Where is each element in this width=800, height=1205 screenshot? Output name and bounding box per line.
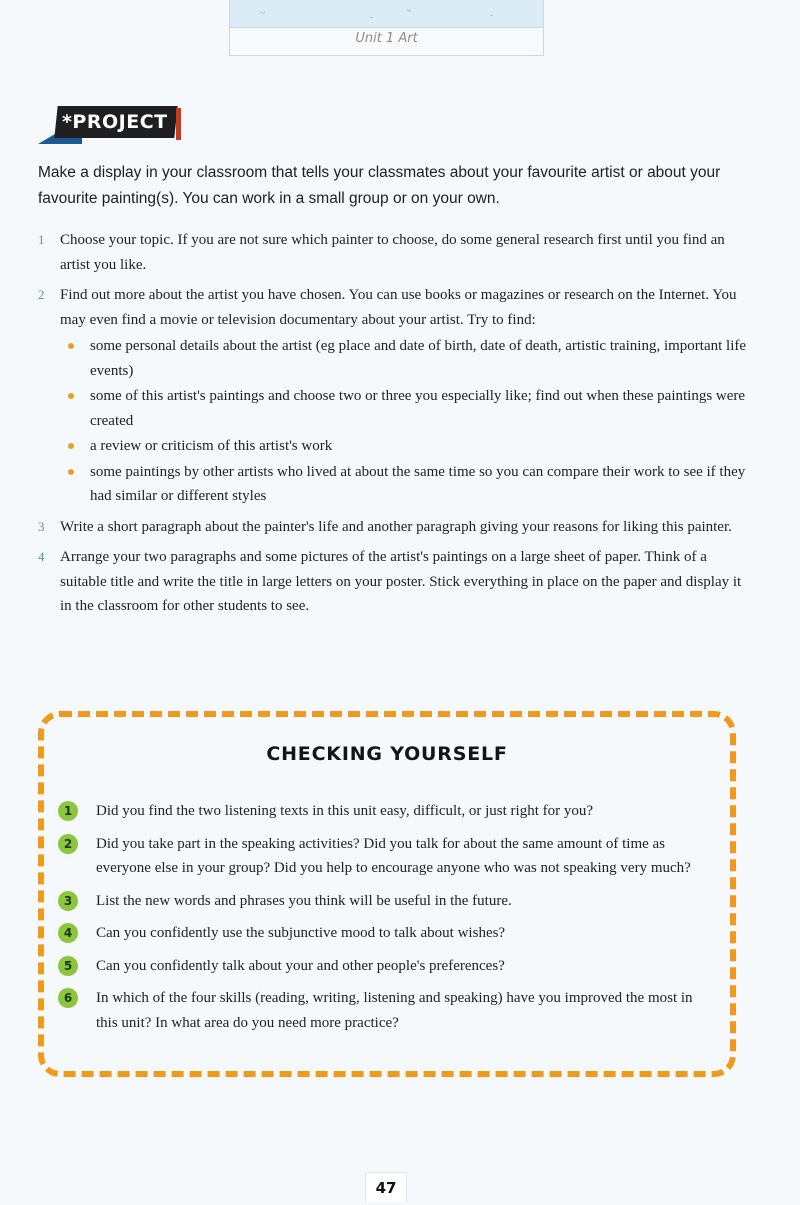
number-badge-icon: 4 xyxy=(58,923,78,943)
bullet-item xyxy=(60,334,748,383)
step-number: 2 xyxy=(38,287,45,302)
banner-title: *PROJECT xyxy=(62,111,168,133)
project-intro: Make a display in your classroom that tells your classmates about your favourite artist or about your favourite painting(s). You can work in a small group or on your own. xyxy=(38,164,721,207)
step-text: Choose your topic. If you are not sure which painter to choose, do some general research first until you find an artist you like. xyxy=(60,232,725,273)
checking-item xyxy=(58,986,712,1035)
bullet-text: some of this artist's paintings and choose two or three you especially like; find out when these paintings were created xyxy=(90,388,746,429)
bullet-dot-icon xyxy=(68,343,74,349)
project-step xyxy=(38,545,748,619)
checking-item xyxy=(58,832,712,881)
checking-item xyxy=(58,954,712,979)
step-number: 1 xyxy=(38,232,45,247)
number-badge-icon: 5 xyxy=(58,956,78,976)
checking-item-text: List the new words and phrases you think will be useful in the future. xyxy=(96,892,512,909)
bullet-item xyxy=(60,460,748,509)
checking-list xyxy=(58,799,712,1043)
bullet-dot-icon xyxy=(68,443,74,449)
number-badge-icon: 3 xyxy=(58,891,78,911)
checking-item-text: Did you take part in the speaking activities? Did you talk for about the same amount of time as everyone else in your group? Did you help to encourage anyone who was not speaking very much? xyxy=(96,835,691,876)
step-bullet-list xyxy=(60,334,748,509)
checking-item xyxy=(58,799,712,824)
unit-label: Unit 1 Art xyxy=(355,31,418,46)
number-badge-icon: 6 xyxy=(58,988,78,1008)
project-step xyxy=(38,283,748,509)
step-number: 4 xyxy=(38,549,45,564)
page-number: 47 xyxy=(365,1172,407,1202)
project-banner xyxy=(38,104,178,144)
banner-red-edge xyxy=(176,108,181,140)
checking-item-text: Did you find the two listening texts in this unit easy, difficult, or just right for you? xyxy=(96,803,594,819)
step-text: Arrange your two paragraphs and some pictures of the artist's paintings on a large sheet of paper. Think of a suitable title and write the title in large letters on your poster. Stick everything in place on the paper and display it in the classroom for other students to see. xyxy=(60,549,742,614)
step-number: 3 xyxy=(38,518,45,534)
checking-title: CHECKING YOURSELF xyxy=(266,743,508,765)
number-badge-icon: 1 xyxy=(58,801,78,821)
checking-item xyxy=(58,889,712,914)
header-illustration-strip: ~ - ~ - xyxy=(230,0,543,28)
unit-header-tab xyxy=(229,0,544,56)
bullet-text: some paintings by other artists who lived at about the same time so you can compare their work to see if they had similar or different styles xyxy=(90,463,746,504)
checking-item-text: Can you confidently talk about your and other people's preferences? xyxy=(96,957,505,974)
checking-item-text: Can you confidently use the subjunctive mood to talk about wishes? xyxy=(96,925,506,941)
bullet-text: a review or criticism of this artist's work xyxy=(90,438,333,454)
bullet-text: some personal details about the artist (eg place and date of birth, date of death, artistic training, important life events) xyxy=(90,338,747,379)
checking-item-text: In which of the four skills (reading, writing, listening and speaking) have you improved the most in this unit? In what area do you need more practice? xyxy=(96,990,693,1031)
checking-yourself-box xyxy=(38,711,736,1077)
project-step xyxy=(38,515,748,540)
project-steps xyxy=(38,228,748,625)
bullet-item xyxy=(60,434,748,459)
bullet-dot-icon xyxy=(68,393,74,399)
step-text: Find out more about the artist you have chosen. You can use books or magazines or research on the Internet. You may even find a movie or television documentary about your artist. Try to find: xyxy=(60,287,737,328)
step-text: Write a short paragraph about the painter's life and another paragraph giving your reasons for liking this painter. xyxy=(60,518,732,535)
number-badge-icon: 2 xyxy=(58,834,78,854)
project-step xyxy=(38,228,748,277)
checking-item xyxy=(58,921,712,946)
bullet-dot-icon xyxy=(68,469,74,475)
bullet-item xyxy=(60,384,748,433)
